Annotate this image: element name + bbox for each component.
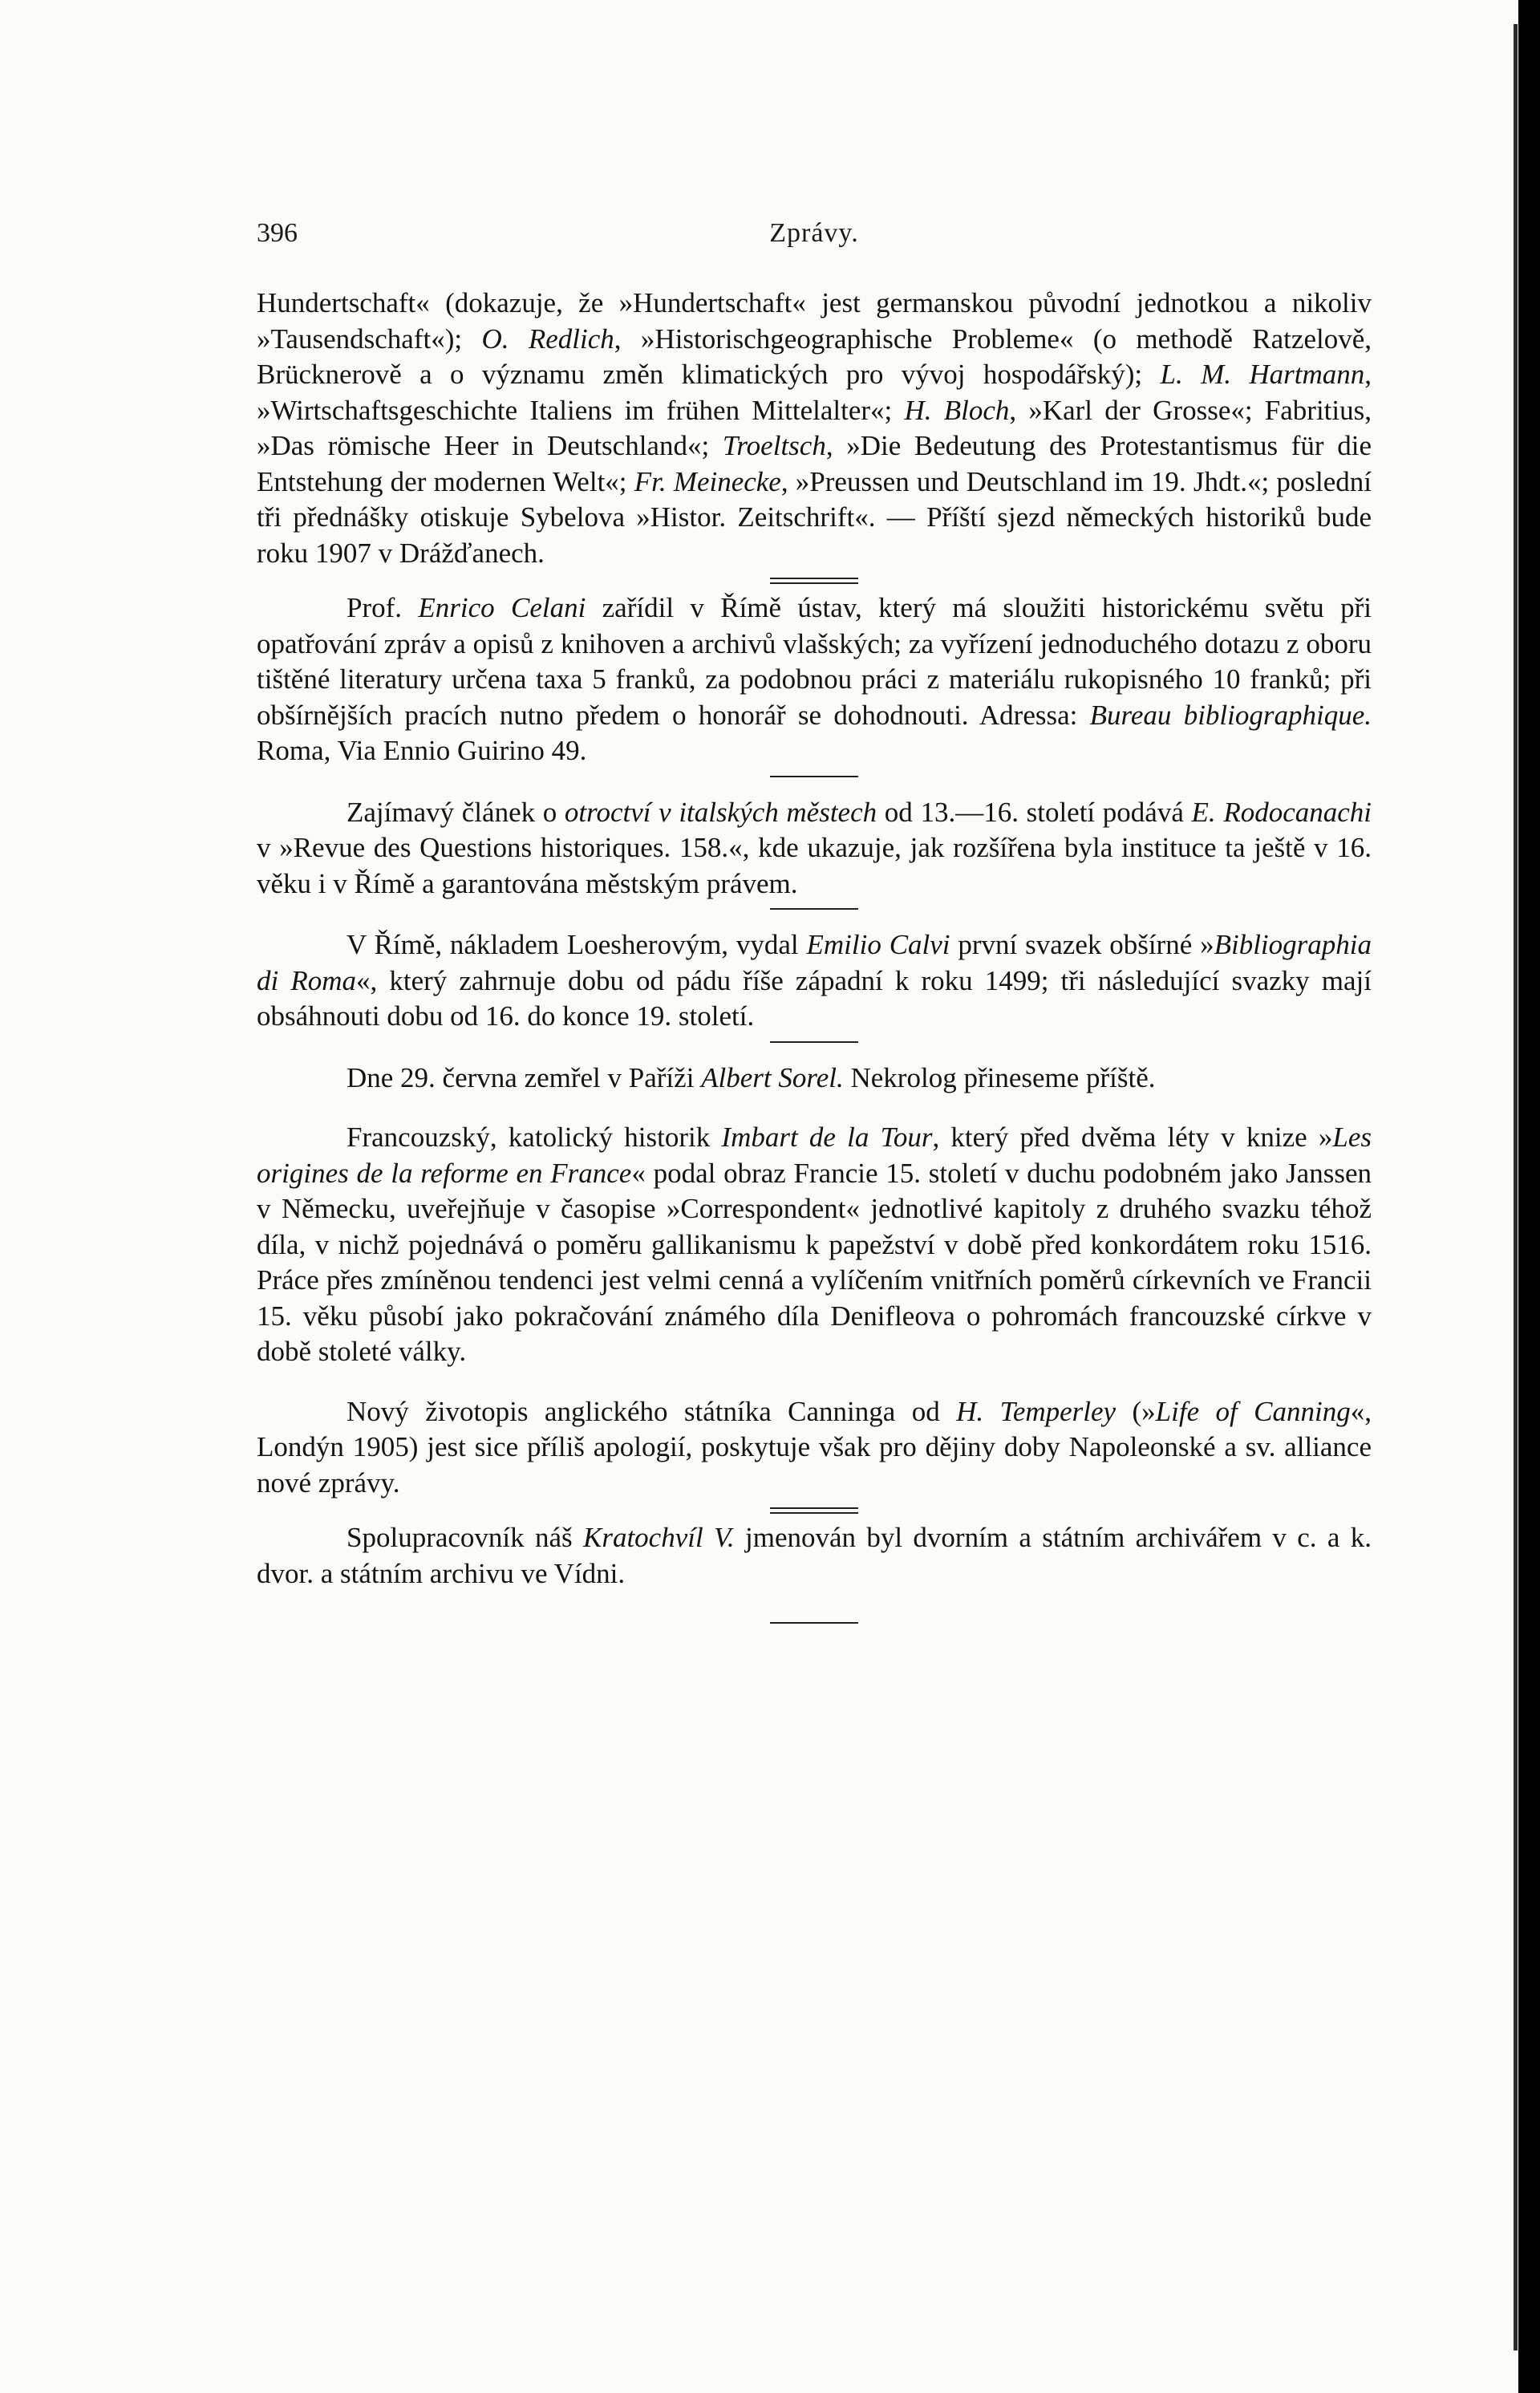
paragraph-celani: Prof. Enrico Celani zařídil v Římě ústav, který má sloužiti historickému světu při opatřování zpráv a opisů z knihoven a archivů vlašských; za vyřízení jednoduchého dotazu z oboru tištěné literatury určena taxa 5 franků, za podobnou práci z materiálu rukopisného 10 franků; při obšírnějších pracích nutno předem o honorář se dohodnouti. Adressa: Bureau bibliographique. Roma, Via Ennio Guirino 49. [257, 592, 1372, 766]
section-divider [770, 1041, 858, 1043]
section-divider-double [770, 578, 858, 584]
paragraph-temperley: Nový životopis anglického státníka Canninga od H. Temperley (»Life of Canning«, Londýn 1905) jest sice příliš apologií, poskytuje však pro dějiny doby Napoleonské a sv. alliance nové zprávy. [257, 1395, 1372, 1499]
section-divider [770, 776, 858, 777]
section-divider [770, 1622, 858, 1624]
paragraph-kratochvil: Spolupracovník náš Kratochvíl V. jmenován byl dvorním a státním archivářem v c. a k. dvor. a státním archivu ve Vídni. [257, 1522, 1372, 1589]
page-header [257, 218, 1372, 258]
section-divider [770, 908, 858, 910]
paragraph-sorel: Dne 29. června zemřel v Paříži Albert Sorel. Nekrolog přineseme příště. [346, 1061, 1156, 1093]
paragraph-rodocanachi: Zajímavý článek o otroctví v italských městech od 13.—16. století podává E. Rodocanachi v »Revue des Questions historiques. 158.«, kde ukazuje, jak rozšířena byla instituce ta ještě v 16. věku i v Římě a garantována městským právem. [257, 796, 1372, 899]
paragraph-imbart: Francouzský, katolický historik Imbart de la Tour, který před dvěma léty v knize »Les origines de la reforme en France« podal obraz Francie 15. století v duchu podobném jako Janssen v Německu, uveřejňuje v časopise »Correspondent« jednotlivé kapitoly z druhého svazku téhož díla, v nichž pojednává o poměru gallikanismu k papežství v době před konkordátem roku 1516. Práce přes zmíněnou tendenci jest velmi cenná a vylíčením vnitřních poměrů církevních ve Francii 15. věku působí jako pokračování známého díla Denifleova o pohromách francouzské církve v době stoleté války. [257, 1121, 1372, 1367]
page-body [257, 286, 1372, 1630]
section-divider-double [770, 1507, 858, 1514]
page-number: 396 [257, 218, 298, 248]
running-head: Zprávy. [769, 218, 859, 248]
page-edge-line [1514, 24, 1518, 2350]
paragraph-congress-lectures: Hundertschaft« (dokazuje, že »Hundertschaft« jest germanskou původní jednotkou a nikoliv »Tausendschaft«); O. Redlich, »Historischgeographische Probleme« (o methodě Ratzelově, Brücknerově a o významu změn klimatických pro vývoj hospodářský); L. M. Hartmann, »Wirtschaftsgeschichte Italiens im frühen Mittelalter«; H. Bloch, »Karl der Grosse«; Fabritius, »Das römische Heer in Deutschland«; Troeltsch, »Die Bedeutung des Protestantismus für die Entstehung der modernen Welt«; Fr. Meinecke, »Preussen und Deutschland im 19. Jhdt.«; poslední tři přednášky otiskuje Sybelova »Histor. Zeitschrift«. — Příští sjezd německých historiků bude roku 1907 v Drážďanech. [257, 287, 1372, 569]
paragraph-calvi: V Římě, nákladem Loesherovým, vydal Emilio Calvi první svazek obšírné »Bibliographia di Roma«, který zahrnuje dobu od pádu říše západní k roku 1499; tři následující svazky mají obsáhnouti dobu od 16. do konce 19. století. [257, 929, 1372, 1032]
